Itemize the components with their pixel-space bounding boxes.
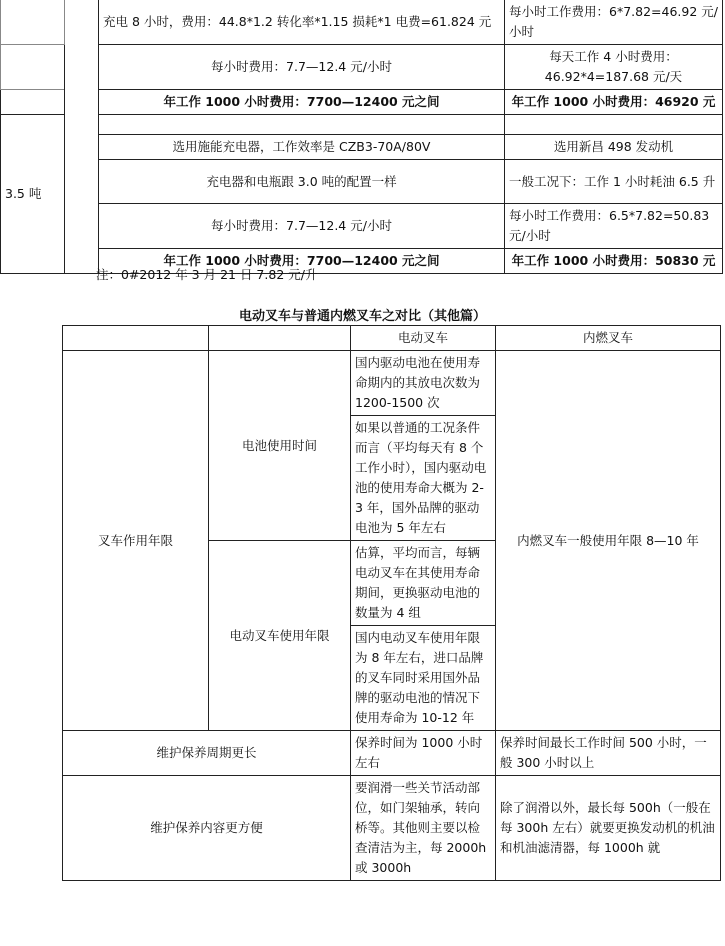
electric-hourly-cost-cell-2: 每小时费用：7.7—12.4 元/小时 — [99, 204, 505, 249]
fuel-consumption-cell: 一般工况下：工作 1 小时耗油 6.5 升 — [505, 160, 723, 204]
header-electric: 电动叉车 — [351, 326, 496, 351]
fuel-price-note: 注：0#2012 年 3 月 21 日 7.82 元/升 — [96, 267, 318, 282]
charger-config-cell: 充电器和电瓶跟 3.0 吨的配置一样 — [99, 160, 505, 204]
header-ice: 内燃叉车 — [496, 326, 721, 351]
maintenance-content-label: 维护保养内容更方便 — [63, 776, 351, 881]
spacer-column — [65, 0, 99, 274]
electric-hourly-cost-cell: 每小时费用：7.7—12.4 元/小时 — [99, 45, 505, 90]
forklift-lifespan-cell: 国内电动叉车使用年限为 8 年左右，进口品牌的叉车同时采用国外品牌的驱动电池的情况下使用寿命为 10-12 年 — [351, 626, 496, 731]
forklift-life-label: 电动叉车使用年限 — [209, 541, 351, 731]
fuel-hourly-cost-cell-2: 每小时工作费用：6.5*7.82=50.83 元/小时 — [505, 204, 723, 249]
fuel-annual-cost-cell: 年工作 1000 小时费用：46920 元 — [505, 90, 723, 115]
maintenance-period-electric: 保养时间为 1000 小时左右 — [351, 731, 496, 776]
fuel-hourly-cost-cell: 每小时工作费用：6*7.82=46.92 元/小时 — [505, 0, 723, 45]
other-comparison-table — [62, 325, 721, 881]
maintenance-content-ice: 除了润滑以外，最长每 500h（一般在每 300h 左右）就要更换发动机的机油和机油滤清器，每 1000h 就 — [496, 776, 721, 881]
ice-life-cell: 内燃叉车一般使用年限 8—10 年 — [496, 351, 721, 731]
charge-cost-cell: 充电 8 小时，费用：44.8*1.2 转化率*1.15 损耗*1 电费=61.824 元 — [99, 0, 505, 45]
fuel-annual-cost-cell-2: 年工作 1000 小时费用：50830 元 — [505, 249, 723, 274]
weight-cell-top — [1, 0, 65, 45]
comparison-title: 电动叉车与普通内燃叉车之对比（其他篇） — [238, 309, 486, 324]
electric-annual-cost-cell: 年工作 1000 小时费用：7700—12400 元之间 — [99, 90, 505, 115]
maintenance-content-electric: 要润滑一些关节活动部位，如门架轴承，转向桥等。其他则主要以检查清洁为主，每 2000h 或 3000h — [351, 776, 496, 881]
electric-annual-cost-cell-2: 年工作 1000 小时费用：7700—12400 元之间 — [99, 249, 505, 274]
service-life-label: 叉车作用年限 — [63, 351, 209, 731]
maintenance-period-ice: 保养时间最长工作时间 500 小时，一般 300 小时以上 — [496, 731, 721, 776]
fuel-daily-cost-cell: 每天工作 4 小时费用： 46.92*4=187.68 元/天 — [505, 45, 723, 90]
battery-replacement-cell: 估算，平均而言，每辆电动叉车在其使用寿命期间，更换驱动电池的数量为 4 组 — [351, 541, 496, 626]
cost-comparison-table — [0, 0, 723, 274]
battery-time-label: 电池使用时间 — [209, 351, 351, 541]
weight-label-cell: 3.5 吨 — [1, 115, 65, 274]
engine-choice-cell: 选用新昌 498 发动机 — [505, 135, 723, 160]
charger-choice-cell: 选用施能充电器，工作效率是 CZB3-70A/80V — [99, 135, 505, 160]
maintenance-period-label: 维护保养周期更长 — [63, 731, 351, 776]
battery-lifespan-cell: 如果以普通的工况条件而言（平均每天有 8 个工作小时），国内驱动电池的使用寿命大概为 2-3 年，国外品牌的驱动电池为 5 年左右 — [351, 416, 496, 541]
battery-cycles-cell: 国内驱动电池在使用寿命期内的其放电次数为 1200-1500 次 — [351, 351, 496, 416]
